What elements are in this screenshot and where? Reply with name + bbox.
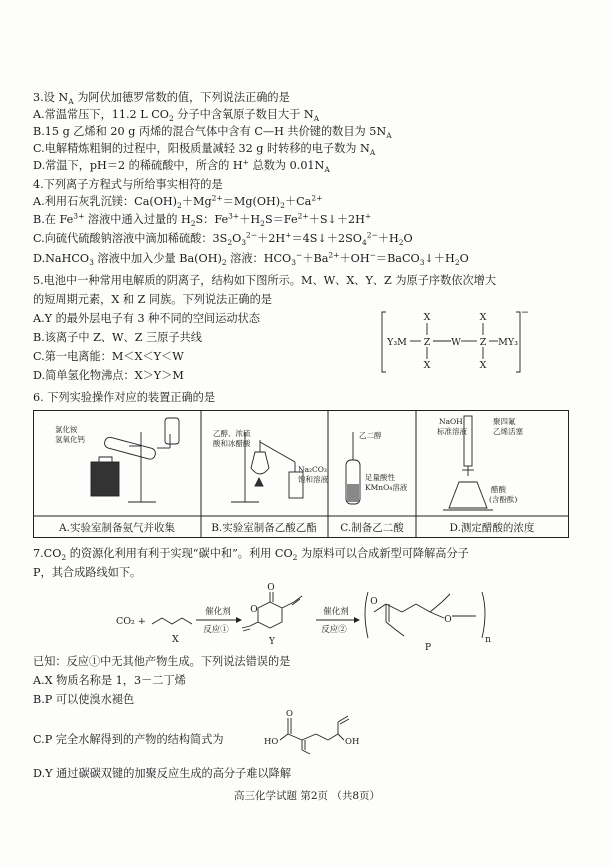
q7-option-b: B.P 可以使溴水褪色 (33, 693, 135, 706)
page-footer: 高三化学试题 第2页 （共8页） (234, 790, 381, 802)
q5-option-d: D.简单氢化物沸点：X＞Y＞M (33, 369, 184, 382)
w-atom: W (451, 337, 461, 348)
q3-stem: 3.设 $N_A$ 为阿伏加德罗常数的值，下列说法正确的是 (33, 91, 290, 107)
q7-stem-line1: $7.CO_2$ 的资源化利用有利于实现“碳中和”。利用 $CO_2$ 为原料可以合成新型可降解高分子 (33, 547, 469, 563)
label-naoh: NaOH (439, 417, 463, 426)
arrow2-reaction: 反应② (321, 625, 347, 635)
label-ethylene-glycol: 乙二醇 (359, 431, 382, 440)
label-ptfe: 聚四氟 (493, 417, 516, 426)
hydrolysis-product-structure (262, 706, 372, 756)
caption-b: B.实验室制备乙酸乙酯 (211, 522, 317, 534)
label-calcium-hydroxide: 氢氧化钙 (55, 435, 85, 444)
q7-option-a: A.X 物质名称是 1，3－二丁烯 (33, 674, 186, 687)
q4-option-a: A.利用石灰乳沉镁：$Ca(OH)_2+Mg^{2+}=Mg(OH)_2+Ca^{2+}$ (33, 193, 323, 211)
q6-apparatus-table (33, 410, 569, 538)
q4-option-d: D.NaHCO$_3$ 溶液中加入少量 $Ba(OH)_2$ 溶液：$HCO_3^-+Ba^{2+}+OH^-=BaCO_3↓+H_2O$ (33, 250, 469, 268)
q4-option-b: B.在 $Fe^{3+}$ 溶液中通入过量的 $H_2S$：$Fe^{3+}+H_2S=Fe^{2+}+S↓+2H^+$ (33, 211, 372, 229)
q5-option-c: C.第一电离能：M＜X＜Y＜W (33, 350, 184, 363)
y-ring-o: O (250, 605, 258, 615)
label-acetic-acid: 醋酸 (491, 485, 506, 494)
apparatus-c-drawing (346, 432, 360, 504)
q5-option-a: A.Y 的最外层电子有 3 种不同的空间运动状态 (33, 312, 260, 325)
label-standard-solution: 标准溶液 (437, 427, 467, 436)
label-saturated-solution: 饱和溶液 (298, 475, 328, 484)
q5-stem-line1: 5.电池中一种常用电解质的阴离子，结构如下图所示。M、W、X、Y、Z 为原子序数依次增大 (33, 274, 497, 287)
synthesis-scheme (110, 582, 580, 654)
arrow1-catalyst: 催化剂 (205, 607, 231, 617)
label-b-reagents-1: 乙醇、浓硫 (213, 429, 251, 438)
apparatus-a-drawing (91, 418, 179, 502)
x-atom-3: X (479, 312, 487, 323)
label-kmno4-solution: KMnO₄溶液 (365, 483, 408, 492)
p-carbonyl-o: O (370, 597, 378, 607)
q6-stem: 6. 下列实验操作对应的装置正确的是 (33, 391, 216, 404)
charge-label: − (521, 307, 529, 318)
y-carbonyl-o: O (267, 583, 275, 593)
hydrolysis-carbonyl-o: O (286, 709, 293, 719)
z-atom-left: Z (423, 337, 431, 348)
q7-option-c: C.P 完全水解得到的产物的结构简式为 (33, 733, 224, 746)
label-b-reagents-2: 酸和冰醋酸 (213, 439, 251, 448)
label-sodium-carbonate: Na₂CO₃ (298, 465, 327, 474)
arrow2-catalyst: 催化剂 (323, 607, 349, 617)
q5-option-b: B.该离子中 Z、W、Z 三原子共线 (33, 331, 202, 344)
caption-a: A.实验室制备氨气并收集 (59, 522, 175, 534)
label-ammonium-chloride: 氯化铵 (55, 425, 78, 434)
q7-stem-line2: P，其合成路线如下。 (33, 566, 142, 579)
x-atom-1: X (423, 312, 431, 323)
z-atom-right: Z (479, 337, 487, 348)
q3-option-a: A.常温常压下，11.2 L $CO_2$ 分子中含氧原子数目大于 $N_A$ (33, 108, 320, 124)
label-phenolphthalein: (含酚酞) (489, 495, 518, 504)
q4-stem: 4.下列离子方程式与所给事实相符的是 (33, 178, 223, 191)
arrow1-reaction: 反应① (203, 625, 229, 635)
anion-structure-figure (380, 306, 530, 378)
q5-stem-line2: 的短周期元素，X 和 Z 同族。下列说法正确的是 (33, 293, 272, 306)
co2-plus: CO₂ + (116, 616, 146, 627)
p-structure (365, 592, 485, 638)
q3-option-d: D.常温下，pH＝2 的稀硫酸中，所含的 H+ 总数为 $0.01N_A$ (33, 157, 330, 175)
q7-known: 已知：反应①中无其他产物生成。下列说法错误的是 (33, 655, 291, 668)
caption-d: D.测定醋酸的浓度 (449, 522, 535, 534)
label-stopcock: 乙烯活塞 (493, 427, 523, 436)
q7-option-d: D.Y 通过碳碳双键的加聚反应生成的高分子难以降解 (33, 767, 292, 780)
label-acidic-excess: 足量酸性 (365, 473, 395, 482)
y-label: Y (269, 637, 275, 647)
p-label: P (424, 643, 432, 653)
left-group-label: Y₃M (387, 337, 407, 348)
right-group-label: MY₃ (498, 337, 518, 348)
n-subscript: n (485, 635, 491, 645)
q3-option-b: B.15 g 乙烯和 20 g 丙烯的混合气体中含有 C—H 共价键的数目为 $5N_A$ (33, 125, 392, 141)
x-atom-4: X (479, 360, 487, 371)
caption-c: C.制备乙二酸 (340, 522, 404, 534)
hydrolysis-oh: OH (345, 737, 360, 747)
q4-option-c: C.向硫代硫酸钠溶液中滴加稀硫酸：$3S_2O_3^{2-}+2H^+=4S↓+2SO_4^{2-}+H_2O$ (33, 230, 413, 248)
hydrolysis-ho: HO (264, 737, 279, 747)
p-ether-o: O (444, 615, 452, 625)
x-label: X (172, 634, 179, 645)
q3-option-c: C.电解精炼粗铜的过程中，阳极质量减轻 32 g 时转移的电子数为 $N_A$ (33, 142, 376, 158)
x-atom-2: X (423, 360, 431, 371)
